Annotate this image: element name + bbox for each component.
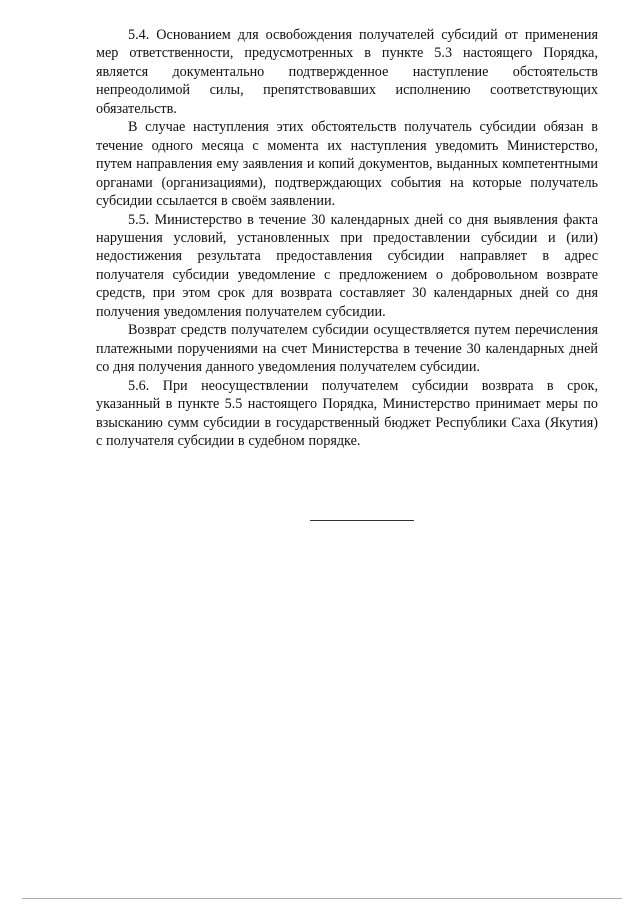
document-body: [96, 26, 598, 451]
paragraph-5-4: 5.4. Основанием для освобождения получателей субсидий от применения мер ответственности, предусмотренных в пункте 5.3 настоящего Порядка, является документально подтвержденное наступление обстоятельств непреодолимой силы, препятствовавших исполнению соответствующих обязательств.: [96, 27, 598, 117]
end-separator-line: [310, 520, 414, 521]
paragraph-refund-procedure: Возврат средств получателем субсидии осуществляется путем перечисления платежными поручениями на счет Министерства в течение 30 календарных дней со дня получения данного уведомления получателем субсидии.: [96, 322, 598, 376]
paragraph-force-majeure-notice: В случае наступления этих обстоятельств получатель субсидии обязан в течение одного месяца с момента их наступления уведомить Министерство, путем направления ему заявления и копий документов, выданных компетентными органами (организациями), подтверждающих события на которые получатель субсидии ссылается в своём заявлении.: [96, 119, 598, 209]
scan-bottom-edge-line: [22, 898, 622, 899]
paragraph-5-6: 5.6. При неосуществлении получателем субсидии возврата в срок, указанный в пункте 5.5 настоящего Порядка, Министерство принимает меры по взысканию сумм субсидии в государственный бюджет Республики Саха (Якутия) с получателя субсидии в судебном порядке.: [96, 377, 598, 450]
paragraph-5-5: 5.5. Министерство в течение 30 календарных дней со дня выявления факта нарушения условий, установленных при предоставлении субсидии и (или) недостижения результата предоставления субсидии направляет в адрес получателя субсидии уведомление с предложением о добровольном возврате средств, при этом срок для возврата составляет 30 календарных дней со дня получения уведомления получателем субсидии.: [96, 211, 598, 320]
